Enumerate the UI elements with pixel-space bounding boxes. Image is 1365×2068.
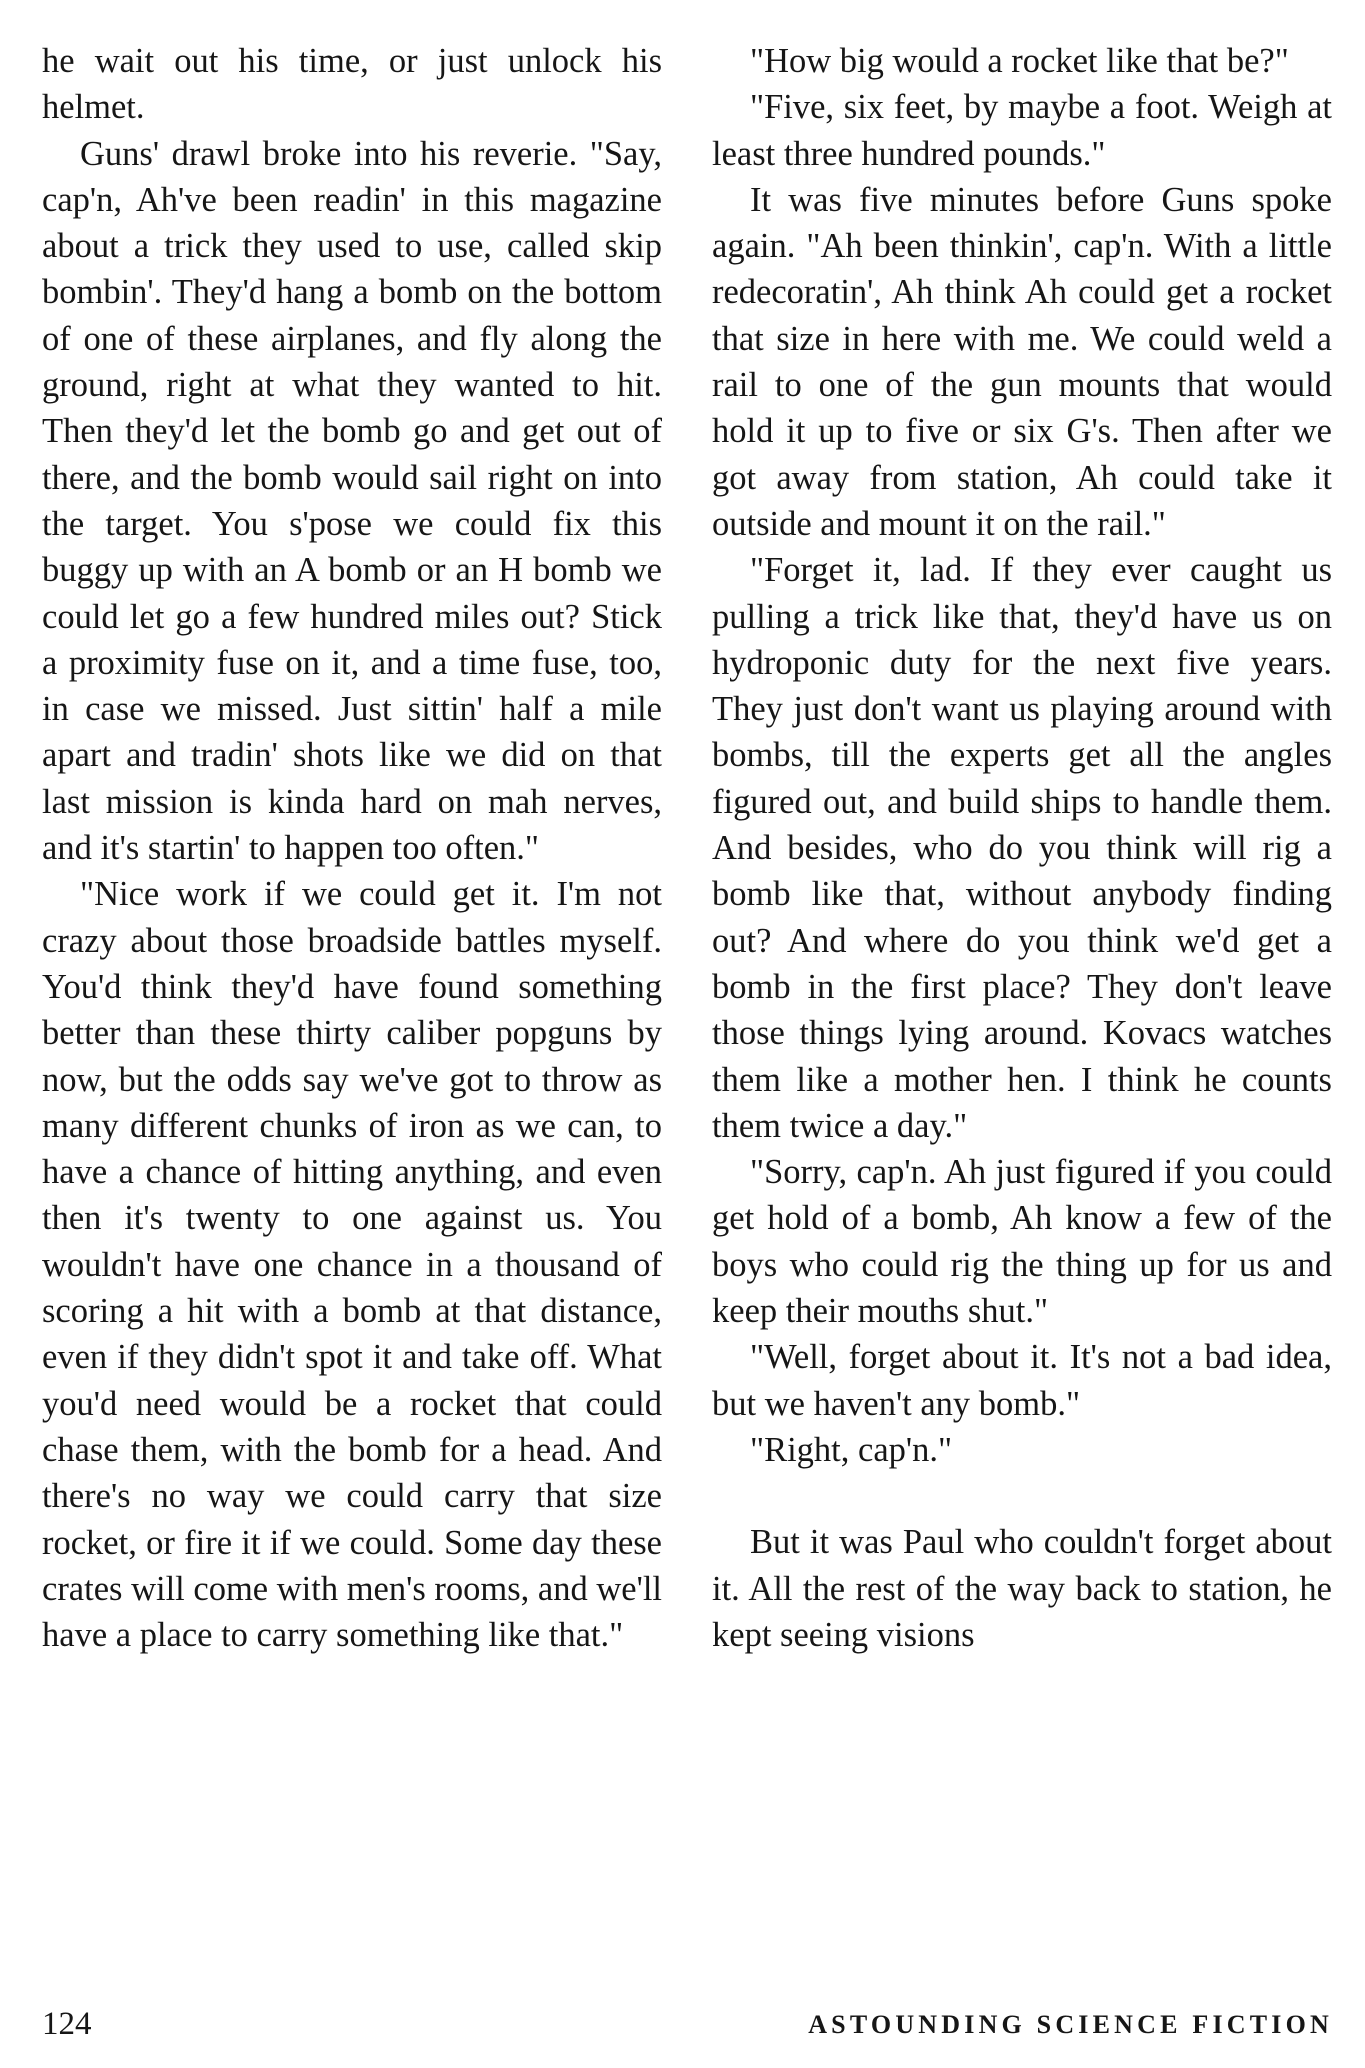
paragraph: "Sorry, cap'n. Ah just figured if you could get hold of a bomb, Ah know a few of the boys who could rig the thing up for us and keep their mouths shut." [712,1153,1332,1331]
paragraph: "Well, forget about it. It's not a bad idea, but we haven't any bomb." [712,1338,1332,1423]
paragraph: "Five, six feet, by maybe a foot. Weigh at least three hundred pounds." [712,88,1332,173]
paragraph: "Nice work if we could get it. I'm not crazy about those broadside battles myself. You'd think they'd have found something better than these thirty caliber popguns by now, but the odds say we've got to throw as many different chunks of iron as we can, to have a chance of hitting anything, and even then it's twenty to one against us. You wouldn't have one chance in a thousand of scoring a hit with a bomb at that distance, even if they didn't spot it and take off. What you'd need would be a rocket that could chase them, with the bomb for a head. And there's no way we could carry that size rocket, or fire it if we could. Some day these crates will come with men's rooms, and we'll have a place to carry something like that." [42,875,662,1655]
section-break-paragraph: But it was Paul who couldn't forget about it. All the rest of the way back to station, he kept seeing visions [712,1523,1332,1654]
paragraph: he wait out his time, or just unlock his helmet. [42,42,662,127]
paragraph: It was five minutes before Guns spoke again. "Ah been thinkin', cap'n. With a little redecoratin', Ah think Ah could get a rocket that size in here with me. We could weld a rail to one of the gun mounts that would hold it up to five or six G's. Then after we got away from station, Ah could take it outside and mount it on the rail." [712,180,1332,543]
page-number: 124 [42,2006,92,2042]
paragraph: Guns' drawl broke into his reverie. "Say, cap'n, Ah've been readin' in this magazine about a trick they used to use, called skip bombin'. They'd hang a bomb on the bottom of one of these airplanes, and fly along the ground, right at what they wanted to hit. Then they'd let the bomb go and get out of there, and the bomb would sail right on into the target. You s'pose we could fix this buggy up with an A bomb or an H bomb we could let go a few hundred miles out? Stick a proximity fuse on it, and a time fuse, too, in case we missed. Just sittin' half a mile apart and tradin' shots like we did on that last mission is kinda hard on mah nerves, and it's startin' to happen too often." [42,134,662,868]
paragraph: "Right, cap'n." [750,1430,953,1469]
left-text-column [42,38,662,1658]
paragraph: "Forget it, lad. If they ever caught us pulling a trick like that, they'd have us on hydroponic duty for the next five years. They just don't want us playing around with bombs, till the experts get all the angles figured out, and build ships to handle them. And besides, who do you think will rig a bomb like that, without anybody finding out? And where do you think we'd get a bomb in the first place? They don't leave those things lying around. Kovacs watches them like a mother hen. I think he counts them twice a day." [712,551,1332,1145]
right-text-column [712,38,1332,1658]
paragraph: "How big would a rocket like that be?" [750,42,1289,80]
running-footer-title: ASTOUNDING SCIENCE FICTION [808,2010,1333,2039]
